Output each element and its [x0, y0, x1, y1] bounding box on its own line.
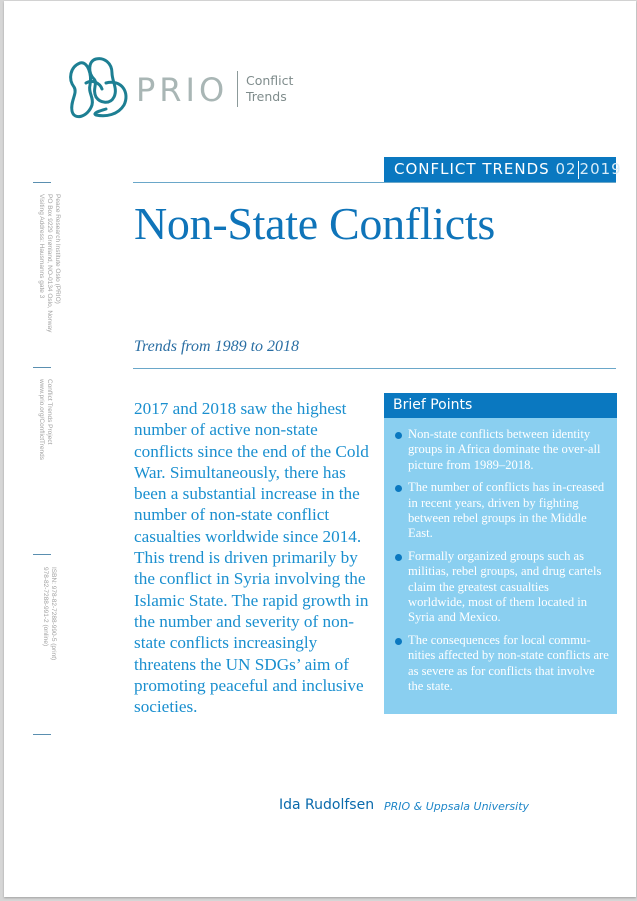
margin-isbn: ISBN: 978-82-7288-990-5 (print) 978-82-7288-991-2 (online): [42, 567, 57, 661]
brief-point: The number of conflicts has in-creased in recent years, driven by fighting between rebel groups in the Middle East.: [408, 480, 609, 542]
margin-rule: [33, 554, 51, 555]
brief-point: The consequences for local commu-nities affected by non-state conflicts are as severe as for conflicts that involve the state.: [408, 633, 609, 695]
prio-wordmark: PRIO: [136, 71, 229, 109]
product-line-2: Trends: [246, 89, 287, 104]
author-affiliation: PRIO & Uppsala University: [384, 800, 530, 813]
product-line-1: Conflict: [246, 73, 294, 88]
logo-divider: [237, 71, 238, 107]
series-issue: 02: [555, 160, 577, 178]
product-name: [246, 73, 293, 105]
margin-address: Peace Research Institute Oslo (PRIO) PO Box 9229 Grønland, NO-0134 Oslo, Norway Visiting Address: Hausmanns gate 3: [38, 194, 61, 333]
series-banner: [384, 157, 622, 182]
header-rule: [133, 182, 616, 183]
bullet-icon: [395, 554, 402, 561]
brief-point: Non-state conflicts between identity groups in Africa dominate the over-all picture from 1989–2018.: [408, 427, 609, 473]
subtitle-rule: [133, 368, 616, 369]
bullet-icon: [395, 638, 402, 645]
page-subtitle: Trends from 1989 to 2018: [134, 338, 300, 355]
margin-rule: [33, 734, 51, 735]
brief-points-list: [384, 418, 617, 695]
brief-point: Formally organized groups such as militias, rebel groups, and drug cartels claim the greatest casualties worldwide, most of them located in Syria and Mexico.: [408, 549, 609, 626]
brief-points-heading: Brief Points: [384, 393, 617, 418]
bullet-icon: [395, 485, 402, 492]
margin-project: Conflict Trends Project www.prio.org/ConflictTrends: [38, 379, 53, 461]
issue-year-divider: [578, 161, 579, 179]
brief-points-box: [384, 393, 617, 714]
series-year: 2019: [579, 160, 622, 178]
margin-rule: [33, 367, 51, 368]
margin-rule: [33, 182, 51, 183]
lead-paragraph: 2017 and 2018 saw the highest number of active non-state conflicts since the end of the Cold War. Simultaneously, there has been a substantial increase in the number of non-state conflict casualties worldwide since 2014. This trend is driven primarily by the conflict in Syria involving the Islamic State. The rapid growth in the number and severity of non-state conflicts increasingly threatens the UN SDGs’ aim of promoting peaceful and inclusive societies.: [134, 399, 369, 717]
author-name: Ida Rudolfsen: [279, 797, 375, 813]
bullet-icon: [395, 432, 402, 439]
document-page: [4, 1, 636, 897]
series-label: CONFLICT TRENDS: [394, 160, 550, 178]
prio-figures-logo-icon: [66, 53, 132, 125]
page-title: Non-State Conflicts: [134, 198, 495, 249]
